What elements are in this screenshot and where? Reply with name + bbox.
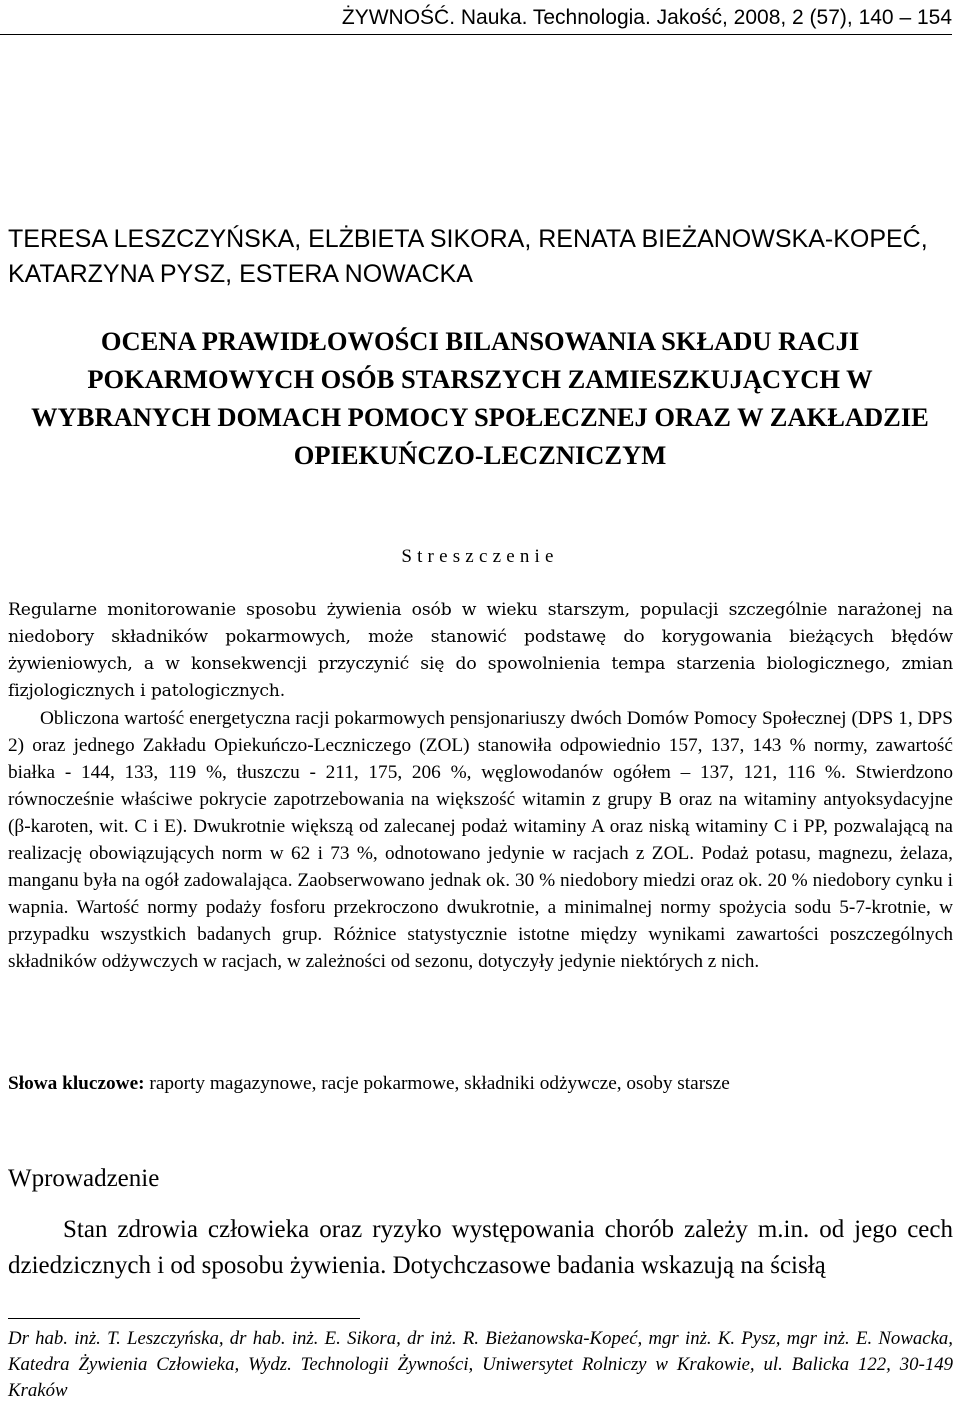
summary-heading: Streszczenie	[401, 546, 559, 567]
footnote-divider	[8, 1318, 360, 1319]
journal-header	[0, 6, 952, 35]
section-heading-introduction: Wprowadzenie	[8, 1165, 160, 1192]
keywords-text: raporty magazynowe, racje pokarmowe, składniki odżywcze, osoby starsze	[144, 1073, 730, 1094]
paper-title: OCENA PRAWIDŁOWOŚCI BILANSOWANIA SKŁADU RACJI POKARMOWYCH OSÓB STARSZYCH ZAMIESZKUJĄCYCH W WYBRANYCH DOMACH POMOCY SPOŁECZNEJ ORAZ W ZAKŁADZIE OPIEKUŃCZO-LECZNICZYM	[31, 326, 929, 470]
abstract-paragraph-1: Regularne monitorowanie sposobu żywienia osób w wieku starszym, populacji szczególnie narażonej na niedobory składników pokarmowych, może stanowić podstawę do korygowania bieżących błędów żywieniowych, a w konsekwencji przyczynić się do spowolnienia tempa starzenia biologicznego, zmian fizjologicznych i patologicznych.	[8, 600, 953, 701]
journal-citation: ŻYWNOŚĆ. Nauka. Technologia. Jakość, 2008, 2 (57), 140 – 154	[341, 6, 952, 29]
author-affiliation-footnote: Dr hab. inż. T. Leszczyńska, dr hab. inż. E. Sikora, dr inż. R. Bieżanowska-Kopeć, mgr inż. K. Pysz, mgr inż. E. Nowacka, Katedra Żywienia Człowieka, Wydz. Technologii Żywności, Uniwersytet Rolniczy w Krakowie, ul. Balicka 122, 30-149 Kraków	[8, 1328, 953, 1401]
keywords	[8, 1071, 953, 1096]
keywords-label: Słowa kluczowe:	[8, 1073, 145, 1094]
intro-paragraph: Stan zdrowia człowieka oraz ryzyko występowania chorób zależy m.in. od jego cech dziedzicznych i od sposobu żywienia. Dotychczasowe badania wskazują na ścisłą	[8, 1216, 953, 1279]
authors: TERESA LESZCZYŃSKA, ELŻBIETA SIKORA, RENATA BIEŻANOWSKA-KOPEĆ, KATARZYNA PYSZ, ESTERA NOWACKA	[8, 225, 928, 288]
abstract-paragraph-2: Obliczona wartość energetyczna racji pokarmowych pensjonariuszy dwóch Domów Pomocy Społecznej (DPS 1, DPS 2) oraz jednego Zakładu Opiekuńczo-Leczniczego (ZOL) stanowiła odpowiednio 157, 137, 143 % normy, zawartość białka - 144, 133, 119 %, tłuszczu - 211, 175, 206 %, węglowodanów ogółem – 137, 121, 116 %. Stwierdzono równocześnie właściwe pokrycie zapotrzebowania na większość witamin z grupy B oraz na witaminy antyoksydacyjne (β-karoten, wit. C i E). Dwukrotnie większą od zalecanej podaż witaminy A oraz niską witaminy C i PP, pozwalającą na realizację obowiązujących norm w 62 i 73 %, odnotowano jedynie w racjach z ZOL. Podaż potasu, magnezu, żelaza, manganu była na ogół zadowalająca. Zaobserwowano jednak ok. 30 % niedobory miedzi oraz ok. 20 % niedobory cynku i wapnia. Wartość normy podaży fosforu przekroczono dwukrotnie, a minimalnej normy spożycia sodu 5-7-krotnie, w przypadku wszystkich badanych grup. Różnice statystycznie istotne między wynikami zawartości poszczególnych składników odżywczych w racjach, w zależności od sezonu, dotyczyły jedynie niektórych z nich.	[8, 708, 953, 972]
abstract	[8, 597, 953, 975]
